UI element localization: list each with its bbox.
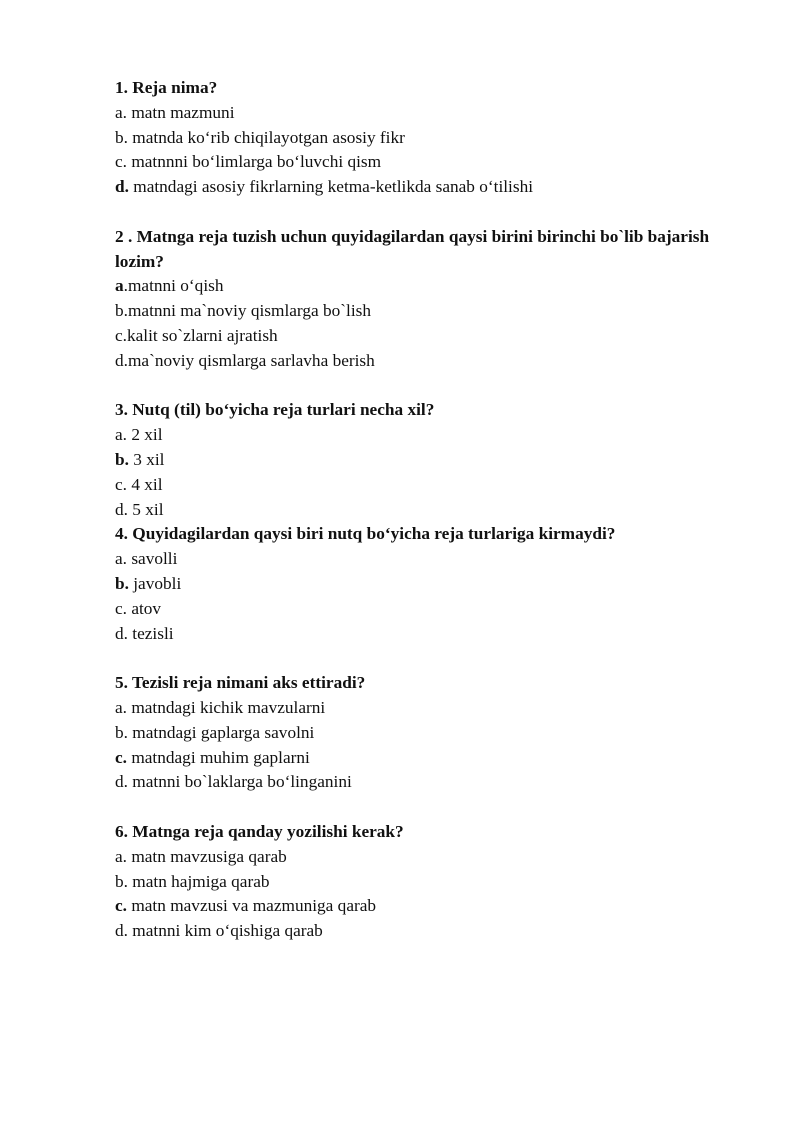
option-letter: a.	[115, 102, 127, 122]
option-text: atov	[127, 598, 162, 618]
option-letter-correct: b.	[115, 573, 129, 593]
answer-option-b	[115, 870, 715, 895]
option-text: matnni kim o‘qishiga qarab	[127, 921, 323, 941]
option-letter: b.	[115, 127, 128, 147]
answer-option-d	[115, 349, 715, 374]
answer-option-c	[115, 150, 715, 175]
option-text: matn mavzusi va mazmuniga qarab	[127, 896, 377, 916]
option-letter-correct: c.	[115, 747, 127, 767]
option-letter: a.	[115, 549, 127, 569]
question-title: 4. Quyidagilardan qaysi biri nutq bo‘yicha reja turlariga kirmaydi?	[115, 524, 616, 544]
option-letter: d.	[115, 499, 128, 519]
question-block-3	[115, 398, 715, 522]
option-text: ma`noviy qismlarga sarlavha berish	[127, 350, 375, 370]
answer-option-b	[115, 721, 715, 746]
question-block-4	[115, 522, 715, 646]
option-letter: d.	[115, 921, 128, 941]
option-text: kalit so`zlarni ajratish	[127, 325, 278, 345]
option-letter: b.	[115, 871, 128, 891]
spacer	[115, 795, 715, 820]
answer-option-a	[115, 845, 715, 870]
option-letter-correct: a	[115, 276, 124, 296]
spacer	[115, 646, 715, 671]
quiz-content	[115, 76, 715, 944]
option-letter: a.	[115, 697, 127, 717]
answer-option-c	[115, 324, 715, 349]
answer-option-d	[115, 498, 715, 523]
option-text: 2 xil	[127, 425, 163, 445]
option-text: matndagi gaplarga savolni	[127, 722, 315, 742]
option-text: matnda ko‘rib chiqilayotgan asosiy fikr	[127, 127, 405, 147]
option-text: matn hajmiga qarab	[127, 871, 270, 891]
option-text: savolli	[127, 549, 178, 569]
option-letter: d.	[115, 772, 128, 792]
option-letter-correct: c.	[115, 896, 127, 916]
option-text: 5 xil	[127, 499, 164, 519]
answer-option-b	[115, 448, 715, 473]
question-title: 3. Nutq (til) bo‘yicha reja turlari necha xil?	[115, 400, 435, 420]
option-text: javobli	[128, 573, 182, 593]
option-text: matndagi muhim gaplarni	[127, 747, 310, 767]
question-title: 1. Reja nima?	[115, 78, 218, 97]
answer-option-c	[115, 473, 715, 498]
answer-option-c	[115, 894, 715, 919]
option-letter: c.	[115, 598, 127, 618]
option-letter: c.	[115, 474, 127, 494]
answer-option-b	[115, 126, 715, 151]
option-text: tezisli	[127, 623, 174, 643]
question-title: 6. Matnga reja qanday yozilishi kerak?	[115, 821, 404, 841]
answer-option-a	[115, 547, 715, 572]
answer-option-d	[115, 770, 715, 795]
option-letter: a.	[115, 846, 127, 866]
answer-option-a	[115, 423, 715, 448]
option-letter: a.	[115, 425, 127, 445]
option-text: 4 xil	[127, 474, 163, 494]
option-text: matnni ma`noviy qismlarga bo`lish	[127, 301, 371, 321]
question-block-6	[115, 820, 715, 944]
spacer	[115, 200, 715, 225]
option-letter: b.	[115, 301, 128, 321]
option-letter: d.	[115, 623, 128, 643]
answer-option-b	[115, 299, 715, 324]
spacer	[115, 374, 715, 399]
answer-option-a	[115, 274, 715, 299]
answer-option-d	[115, 175, 715, 200]
answer-option-d	[115, 622, 715, 647]
answer-option-a	[115, 696, 715, 721]
option-text: matnnni bo‘limlarga bo‘luvchi qism	[127, 152, 382, 172]
option-text: .matnni o‘qish	[123, 276, 224, 296]
question-block-5	[115, 671, 715, 795]
option-letter: c.	[115, 152, 127, 172]
answer-option-b	[115, 572, 715, 597]
answer-option-a	[115, 101, 715, 126]
question-title: 2 . Matnga reja tuzish uchun quyidagilardan qaysi birini birinchi bo`lib bajarish lozim?	[115, 226, 710, 271]
option-letter: b.	[115, 722, 128, 742]
question-block-2	[115, 225, 715, 374]
option-letter: c.	[115, 325, 127, 345]
option-text: matndagi kichik mavzularni	[127, 697, 326, 717]
answer-option-c	[115, 746, 715, 771]
option-text: matn mavzusiga qarab	[127, 846, 287, 866]
question-title: 5. Tezisli reja nimani aks ettiradi?	[115, 673, 366, 693]
option-letter: d.	[115, 350, 128, 370]
answer-option-d	[115, 919, 715, 944]
question-block-1	[115, 76, 715, 200]
option-letter-correct: b.	[115, 449, 129, 469]
option-text: 3 xil	[128, 449, 165, 469]
option-text: matnni bo`laklarga bo‘linganini	[127, 772, 352, 792]
option-text: matndagi asosiy fikrlarning ketma-ketlikda sanab o‘tilishi	[128, 177, 534, 197]
option-letter-correct: d.	[115, 177, 129, 197]
option-text: matn mazmuni	[127, 102, 235, 122]
answer-option-c	[115, 597, 715, 622]
